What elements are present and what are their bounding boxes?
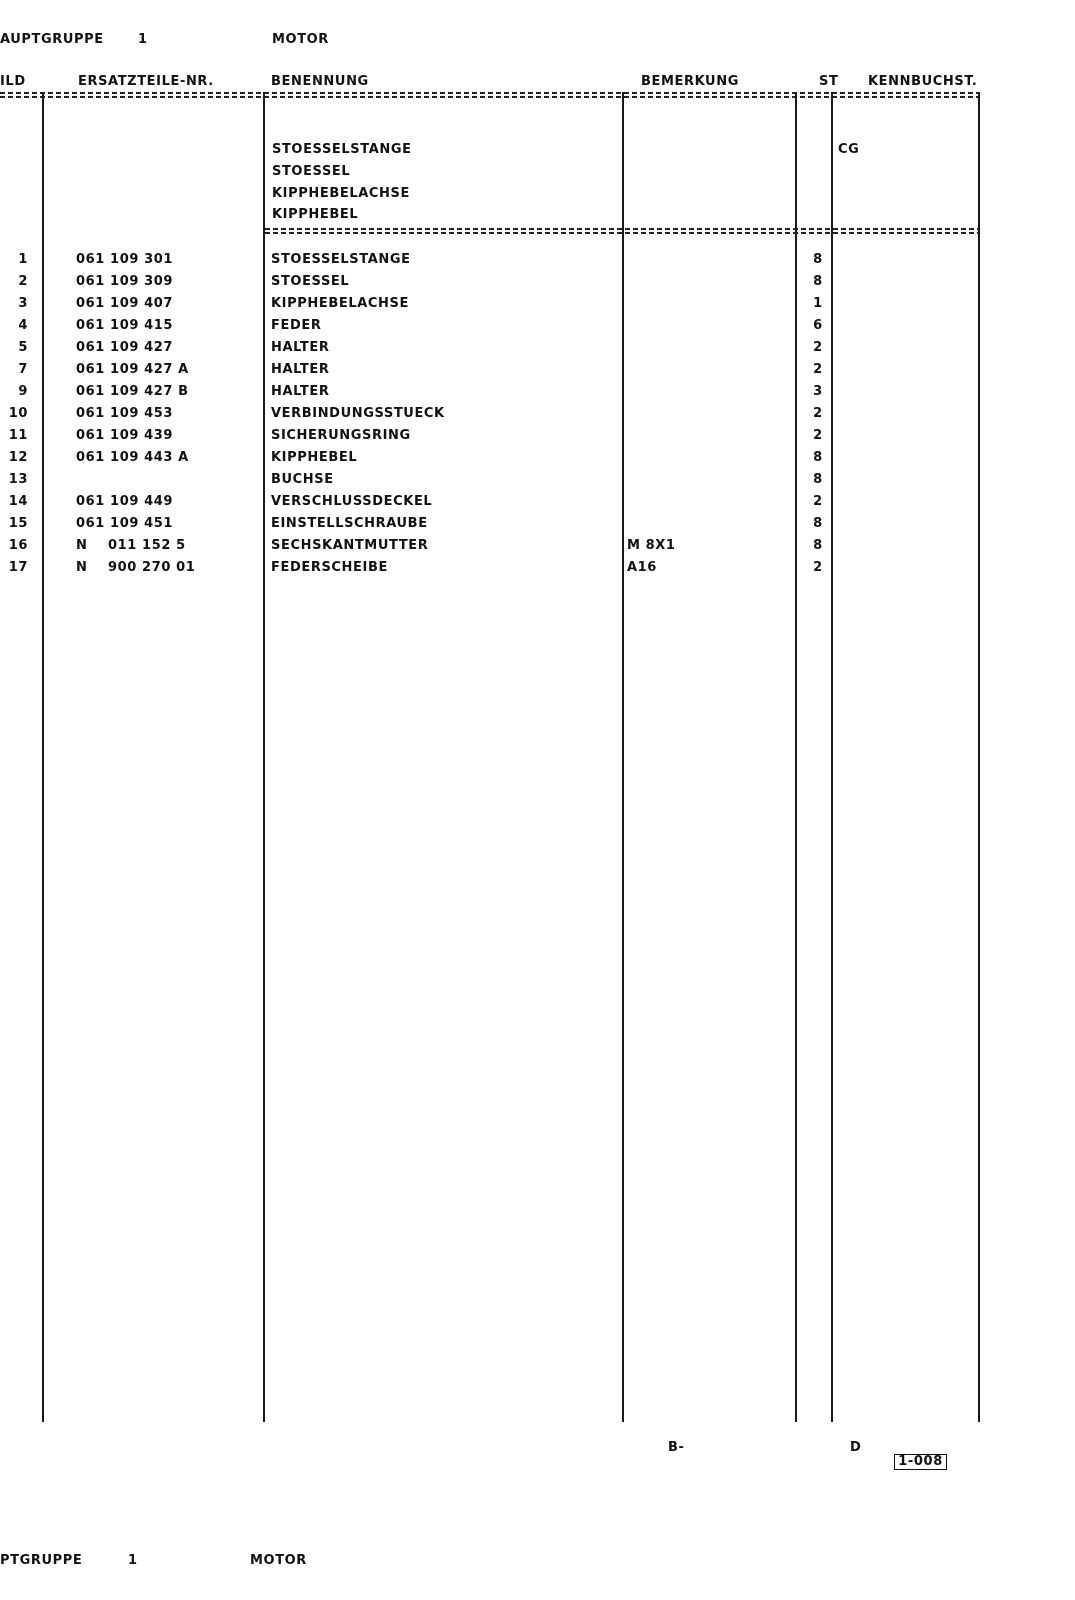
col-header-remark: BEMERKUNG [641, 74, 739, 89]
next-group-name: MOTOR [250, 1553, 307, 1568]
table-row [0, 450, 1075, 466]
col-header-code: KENNBUCHST. [868, 74, 978, 89]
bild-number: 5 [18, 340, 28, 355]
part-number: 061 109 449 [76, 494, 174, 509]
part-name: VERBINDUNGSSTUECK [271, 406, 445, 421]
part-name: STOESSEL [271, 274, 350, 289]
part-number: 061 109 427 B [76, 384, 189, 399]
page-reference [884, 1438, 947, 1470]
part-number: 061 109 439 [76, 428, 174, 443]
table-row [0, 560, 1075, 576]
part-number: 061 109 443 A [76, 450, 189, 465]
bild-number: 16 [8, 538, 28, 553]
part-name: VERSCHLUSSDECKEL [271, 494, 433, 509]
bild-number: 12 [8, 450, 28, 465]
part-number: 061 109 451 [76, 516, 174, 531]
summary-item: STOESSELSTANGE [272, 142, 412, 157]
part-remark: A16 [627, 560, 657, 575]
part-qty: 2 [813, 428, 823, 443]
bild-number: 9 [18, 384, 28, 399]
table-row [0, 406, 1075, 422]
table-row [0, 296, 1075, 312]
part-name: HALTER [271, 384, 330, 399]
part-name: HALTER [271, 362, 330, 377]
part-qty: 8 [813, 516, 823, 531]
table-row [0, 538, 1075, 554]
table-row [0, 472, 1075, 488]
part-name: KIPPHEBELACHSE [271, 296, 409, 311]
header-separator [0, 92, 980, 98]
bild-number: 4 [18, 318, 28, 333]
part-qty: 8 [813, 252, 823, 267]
column-rule-remark [795, 92, 797, 1422]
summary-item: STOESSEL [272, 164, 351, 179]
part-qty: 8 [813, 538, 823, 553]
part-number: 061 109 309 [76, 274, 174, 289]
part-name: EINSTELLSCHRAUBE [271, 516, 428, 531]
part-name: FEDERSCHEIBE [271, 560, 388, 575]
bild-number: 3 [18, 296, 28, 311]
footer-language: D [850, 1440, 862, 1455]
part-qty: 8 [813, 450, 823, 465]
part-name: HALTER [271, 340, 330, 355]
summary-code: CG [838, 142, 860, 157]
part-number: 061 109 427 [76, 340, 174, 355]
column-rule-code [978, 92, 980, 1422]
part-qty: 2 [813, 340, 823, 355]
col-header-bild: ILD [0, 74, 26, 89]
part-qty: 1 [813, 296, 823, 311]
table-row [0, 494, 1075, 510]
part-name: STOESSELSTANGE [271, 252, 411, 267]
part-qty: 6 [813, 318, 823, 333]
table-row [0, 274, 1075, 290]
table-row [0, 516, 1075, 532]
bild-number: 17 [8, 560, 28, 575]
part-name: SECHSKANTMUTTER [271, 538, 429, 553]
part-qty: 2 [813, 494, 823, 509]
bild-number: 11 [8, 428, 28, 443]
part-number: 061 109 407 [76, 296, 174, 311]
footer-marker: B- [668, 1440, 685, 1455]
part-name: SICHERUNGSRING [271, 428, 411, 443]
summary-item: KIPPHEBELACHSE [272, 186, 410, 201]
part-qty: 3 [813, 384, 823, 399]
table-row [0, 318, 1075, 334]
bild-number: 7 [18, 362, 28, 377]
column-rule-bild [42, 92, 44, 1422]
table-row [0, 340, 1075, 356]
bild-number: 2 [18, 274, 28, 289]
bild-number: 1 [18, 252, 28, 267]
part-name: FEDER [271, 318, 322, 333]
part-qty: 2 [813, 362, 823, 377]
part-number: N 900 270 01 [76, 560, 196, 575]
block-separator [265, 228, 980, 234]
next-group-number: 1 [128, 1553, 138, 1568]
part-qty: 2 [813, 560, 823, 575]
next-group-label: PTGRUPPE [0, 1553, 83, 1568]
part-name: BUCHSE [271, 472, 334, 487]
part-qty: 8 [813, 274, 823, 289]
col-header-name: BENENNUNG [271, 74, 369, 89]
table-row [0, 362, 1075, 378]
column-rule-part-number [263, 92, 265, 1422]
bild-number: 15 [8, 516, 28, 531]
bild-number: 13 [8, 472, 28, 487]
part-number: 061 109 427 A [76, 362, 189, 377]
col-header-part-number: ERSATZTEILE-NR. [78, 74, 214, 89]
group-name: MOTOR [272, 32, 329, 47]
part-name: KIPPHEBEL [271, 450, 358, 465]
part-qty: 2 [813, 406, 823, 421]
part-qty: 8 [813, 472, 823, 487]
summary-item: KIPPHEBEL [272, 207, 359, 222]
table-row [0, 428, 1075, 444]
part-number: N 011 152 5 [76, 538, 186, 553]
part-number: 061 109 415 [76, 318, 174, 333]
table-row [0, 252, 1075, 268]
group-label: AUPTGRUPPE [0, 32, 104, 47]
page-reference-box: 1-008 [894, 1454, 947, 1470]
bild-number: 14 [8, 494, 28, 509]
part-number: 061 109 301 [76, 252, 174, 267]
group-number: 1 [138, 32, 148, 47]
part-number: 061 109 453 [76, 406, 174, 421]
table-row [0, 384, 1075, 400]
column-rule-name [622, 92, 624, 1422]
col-header-qty: ST [819, 74, 839, 89]
part-remark: M 8X1 [627, 538, 676, 553]
column-rule-qty [831, 92, 833, 1422]
bild-number: 10 [8, 406, 28, 421]
